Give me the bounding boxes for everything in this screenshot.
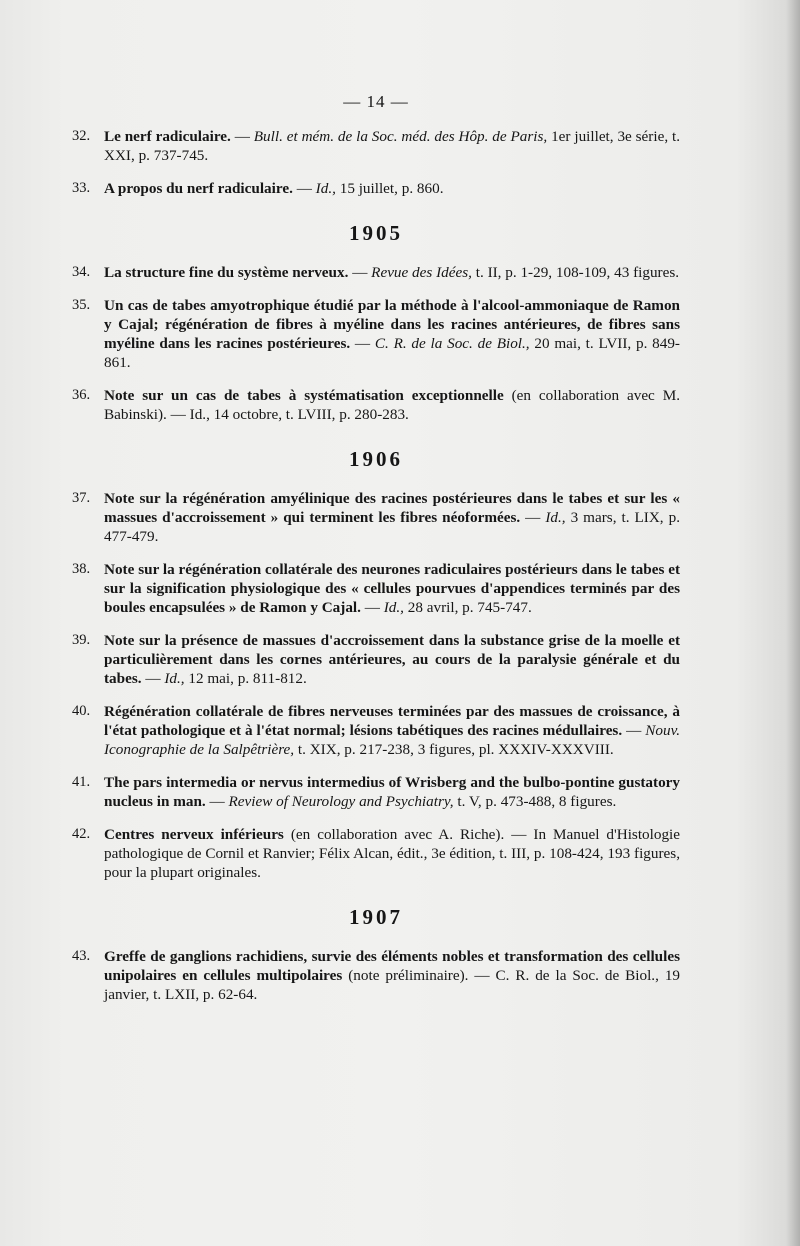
entry-source: Id.,	[383, 599, 404, 616]
section-continued	[72, 127, 680, 198]
entry-details: (en collaboration avec A. Riche). — In Manuel d'Histologie pathologique de Cornil et Ranvier; Félix Alcan, édit., 3e édition, t. III, p. 108-424, 193 figures, pour la plupart originales.	[104, 826, 681, 881]
entry-title: Note sur la régénération amyélinique des racines postérieures dans le tabes et sur les « massues d'accroissement » qui terminent les fibres néoformées.	[104, 490, 680, 526]
entry-dash: —	[230, 128, 254, 145]
entry-source: Review of Neurology and Psychiatry,	[228, 793, 454, 810]
entry-details: t. V, p. 473-488, 8 figures.	[453, 793, 617, 810]
bibliography-entry	[72, 631, 680, 688]
section-1906	[72, 447, 681, 882]
entry-source: Id.,	[315, 180, 336, 197]
entry-text	[104, 702, 680, 759]
entry-text	[104, 386, 680, 424]
entry-number: 42.	[72, 826, 91, 842]
bibliography-entry	[72, 386, 680, 424]
year-heading: 1907	[349, 905, 403, 929]
bibliography-entry	[72, 702, 680, 759]
year-heading: 1906	[349, 447, 403, 471]
entry-dash: —	[141, 670, 165, 687]
entry-title: La structure fine du système nerveux.	[104, 264, 349, 281]
entry-dash: —	[520, 509, 546, 526]
entry-details: t. II, p. 1-29, 108-109, 43 figures.	[471, 264, 680, 281]
entry-details: 12 mai, p. 811-812.	[184, 670, 307, 687]
entry-title: A propos du nerf radiculaire.	[104, 180, 293, 197]
entry-source: Id.,	[545, 509, 566, 526]
page-content	[72, 92, 680, 1018]
entry-details: 15 juillet, p. 860.	[335, 180, 444, 197]
entry-text	[104, 127, 680, 165]
entry-dash: —	[348, 264, 372, 281]
entry-details: 20 mai, t. LVII, p. 849-861.	[104, 335, 680, 371]
entry-number: 36.	[72, 387, 91, 403]
page-number: — 14 —	[343, 92, 409, 111]
entry-text	[104, 560, 680, 617]
entry-source: Revue des Idées,	[371, 264, 472, 281]
entry-source: Nouv. Iconographie de la Salpêtrière,	[104, 722, 680, 758]
entry-number: 32.	[72, 128, 91, 144]
entry-number: 37.	[72, 490, 91, 506]
entry-details: t. XIX, p. 217-238, 3 figures, pl. XXXIV-XXXVIII.	[294, 741, 614, 758]
entry-dash: —	[205, 793, 229, 810]
bibliography-entry	[72, 773, 680, 811]
entry-number: 35.	[72, 297, 91, 313]
bibliography-entry	[72, 179, 680, 198]
bibliography-entry	[72, 947, 680, 1004]
bibliography-entry	[72, 127, 680, 165]
page-spine-shadow	[786, 0, 800, 1246]
entry-title: The pars intermedia or nervus intermedius of Wrisberg and the bulbo-pontine gustatory nucleus in man.	[104, 774, 680, 810]
entry-dash	[284, 826, 291, 843]
entry-title: Régénération collatérale de fibres nerveuses terminées par des massues de croissance, à l'état pathologique et à l'état normal; lésions tabétiques des racines médullaires.	[104, 703, 680, 739]
entry-title: Le nerf radiculaire.	[104, 128, 231, 145]
entry-text	[104, 947, 680, 1004]
entry-text	[104, 263, 680, 282]
entry-number: 43.	[72, 948, 91, 964]
entry-number: 41.	[72, 774, 91, 790]
entry-number: 34.	[72, 264, 91, 280]
entry-dash: —	[622, 722, 646, 739]
bibliography-entry	[72, 489, 680, 546]
bibliography-entry	[72, 560, 680, 617]
entry-text	[104, 489, 680, 546]
entry-details: 28 avril, p. 745-747.	[403, 599, 532, 616]
entry-number: 39.	[72, 632, 91, 648]
entry-title: Note sur la régénération collatérale des neurones radiculaires postérieurs dans le tabes et sur la signification physiologique des « cellules pourvues d'appendices terminés par des boules encapsulées » de Ramon y Cajal.	[104, 561, 680, 616]
entry-number: 40.	[72, 703, 91, 719]
entry-title: Note sur un cas de tabes à systématisation exceptionnelle	[104, 387, 504, 404]
entry-dash: —	[350, 335, 375, 352]
bibliography-entry	[72, 296, 680, 372]
entry-source: C. R. de la Soc. de Biol.,	[374, 335, 530, 352]
section-1905	[72, 221, 681, 424]
bibliography-entry	[72, 263, 680, 282]
entry-text	[104, 825, 680, 882]
entry-source: Id.,	[164, 670, 185, 687]
entry-text	[104, 773, 680, 811]
entry-text	[104, 296, 680, 372]
bibliography-entry	[72, 825, 680, 882]
entry-title: Note sur la présence de massues d'accroissement dans la substance grise de la moelle et particulièrement dans les cornes antérieures, au cours de la paralysie générale et du tabes.	[104, 632, 680, 687]
entry-text	[104, 631, 680, 688]
entry-details: (en collaboration avec M. Babinski). — Id., 14 octobre, t. LVIII, p. 280-283.	[104, 387, 681, 423]
entry-number: 33.	[72, 180, 91, 196]
entry-title: Centres nerveux inférieurs	[104, 826, 284, 843]
entry-text	[104, 179, 680, 198]
entry-details: 3 mars, t. LIX, p. 477-479.	[104, 509, 680, 545]
entry-dash: —	[292, 180, 316, 197]
year-heading: 1905	[349, 221, 403, 245]
entry-title: Un cas de tabes amyotrophique étudié par la méthode à l'alcool-ammoniaque de Ramon y Cajal; régénération de fibres à myéline dans les racines antérieures, de fibres sans myéline dans les racines postérieures.	[104, 297, 680, 352]
entry-dash: —	[360, 599, 384, 616]
entry-dash	[504, 387, 512, 404]
section-1907	[72, 905, 681, 1004]
entry-source: Bull. et mém. de la Soc. méd. des Hôp. de Paris,	[253, 128, 548, 145]
entry-number: 38.	[72, 561, 91, 577]
entry-details: 1er juillet, 3e série, t. XXI, p. 737-745.	[104, 128, 681, 164]
entry-title: Greffe de ganglions rachidiens, survie des éléments nobles et transformation des cellules unipolaires en cellules multipolaires	[104, 948, 680, 984]
entry-details: (note préliminaire). — C. R. de la Soc. de Biol., 19 janvier, t. LXII, p. 62-64.	[104, 967, 681, 1003]
